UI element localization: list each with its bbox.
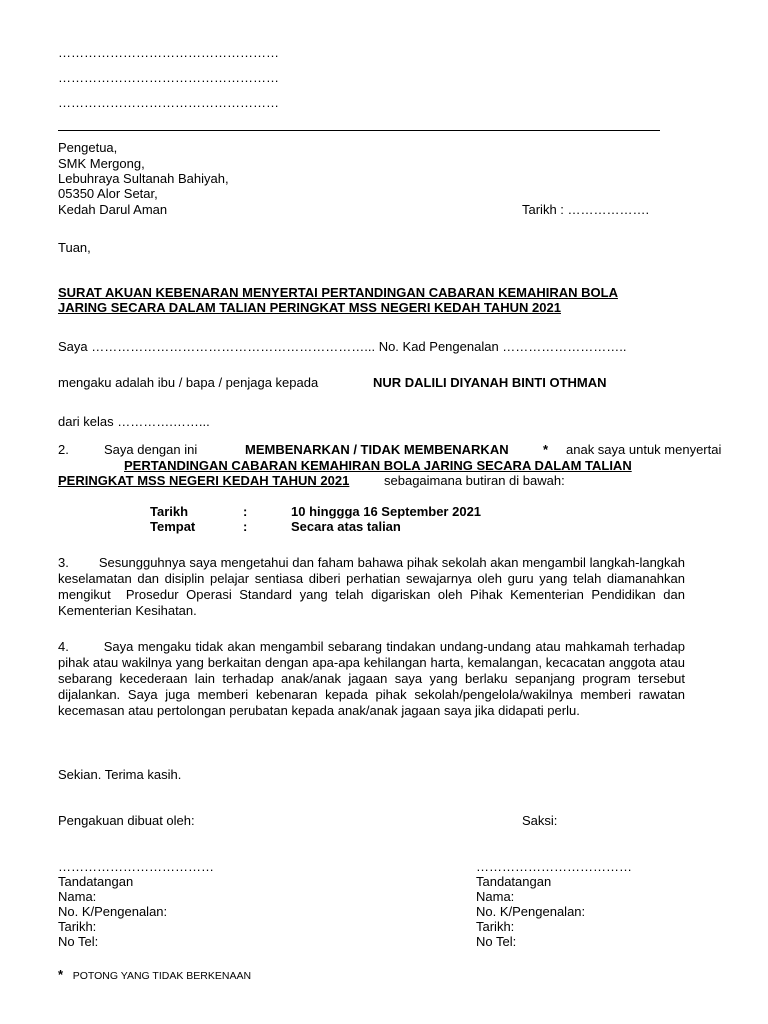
date-label: Tarikh:	[58, 919, 97, 934]
name-label: Nama:	[476, 889, 515, 904]
detail-venue-sep: :	[243, 519, 248, 534]
detail-venue-label: Tempat	[150, 519, 196, 534]
recipient-postcode: 05350 Alor Setar,	[58, 186, 158, 201]
subject-line-1: SURAT AKUAN KEBENARAN MENYERTAI PERTANDINGAN CABARAN KEMAHIRAN BOLA	[58, 285, 618, 300]
para2-tail: sebagaimana butiran di bawah:	[384, 473, 565, 488]
student-name: NUR DALILI DIYANAH BINTI OTHMAN	[373, 375, 607, 390]
date-label: Tarikh:	[476, 919, 515, 934]
para2-intro: Saya dengan ini	[104, 442, 198, 457]
address-line-3: ……………………………………………	[58, 95, 279, 110]
declaration-label: Pengakuan dibuat oleh:	[58, 813, 195, 828]
para3: 3. Sesungguhnya saya mengetahui dan faham bahawa pihak sekolah akan mengambil langkah-langkah keselamatan dan disiplin pelajar sentiasa diberi perhatian sewajarnya oleh guru yang telah diamanahkan mengikut Prosedur Operasi Standard yang telah digariskan oleh Pihak Kementerian Pendidikan dan Kementerian Kesihatan.	[58, 555, 689, 618]
footnote	[58, 967, 251, 984]
subject-line-2: JARING SECARA DALAM TALIAN PERINGKAT MSS NEGERI KEDAH TAHUN 2021	[58, 300, 561, 315]
guardian-text: mengaku adalah ibu / bapa / penjaga kepada	[58, 375, 319, 390]
para2-star: *	[543, 442, 549, 457]
signature-line: ………………………………	[58, 859, 214, 874]
recipient-school: SMK Mergong,	[58, 156, 145, 171]
declarant-line: Saya ………………………………………………………... No. Kad Pengenalan ………………………..	[58, 339, 627, 354]
closing: Sekian. Terima kasih.	[58, 767, 182, 782]
para4: 4. Saya mengaku tidak akan mengambil sebarang tindakan undang-undang atau mahkamah terhadap pihak atau wakilnya yang berkaitan dengan apa-apa kehilangan harta, kemalangan, kecacatan anggota atau sebarang kecederaan lain terhadap anak/anak jagaan saya yang berlaku sepanjang program tersebut dijalankan. Saya juga memberi kebenaran kepada pihak sekolah/pengelola/wakilnya memberi rawatan kecemasan atau pertolongan perubatan kepada anak/anak jagaan saya jika didapati perlu.	[58, 639, 689, 718]
detail-date-sep: :	[243, 504, 248, 519]
signature-line: ………………………………	[476, 859, 632, 874]
recipient-state: Kedah Darul Aman	[58, 202, 168, 217]
ic-label: No. K/Pengenalan:	[476, 904, 586, 919]
recipient-street: Lebuhraya Sultanah Bahiyah,	[58, 171, 229, 186]
footnote-text: POTONG YANG TIDAK BERKENAAN	[72, 970, 252, 982]
signature-label: Tandatangan	[476, 874, 552, 889]
recipient-title: Pengetua,	[58, 140, 118, 155]
class-line: dari kelas ………….……...	[58, 414, 210, 429]
para2-event-1: PERTANDINGAN CABARAN KEMAHIRAN BOLA JARING SECARA DALAM TALIAN	[124, 458, 632, 473]
footnote-star: *	[58, 967, 64, 982]
phone-label: No Tel:	[58, 934, 99, 949]
signature-label: Tandatangan	[58, 874, 134, 889]
date-field: Tarikh : ……………….	[522, 202, 650, 217]
address-line-1: ……………………………………………	[58, 45, 279, 60]
para2-number: 2.	[58, 442, 69, 457]
para2-event-2: PERINGKAT MSS NEGERI KEDAH TAHUN 2021	[58, 473, 350, 488]
para2-after: anak saya untuk menyertai	[566, 442, 722, 457]
address-line-2: ……………………………………………	[58, 70, 279, 85]
detail-date-label: Tarikh	[150, 504, 189, 519]
detail-date-value: 10 hinggga 16 September 2021	[291, 504, 482, 519]
salutation: Tuan,	[58, 240, 91, 255]
ic-label: No. K/Pengenalan:	[58, 904, 168, 919]
phone-label: No Tel:	[476, 934, 517, 949]
name-label: Nama:	[58, 889, 97, 904]
detail-venue-value: Secara atas talian	[291, 519, 401, 534]
header-divider	[58, 130, 660, 131]
witness-label: Saksi:	[522, 813, 558, 828]
signature-right	[476, 859, 632, 949]
para2-permission: MEMBENARKAN / TIDAK MEMBENARKAN	[245, 442, 509, 457]
signature-left	[58, 859, 214, 949]
